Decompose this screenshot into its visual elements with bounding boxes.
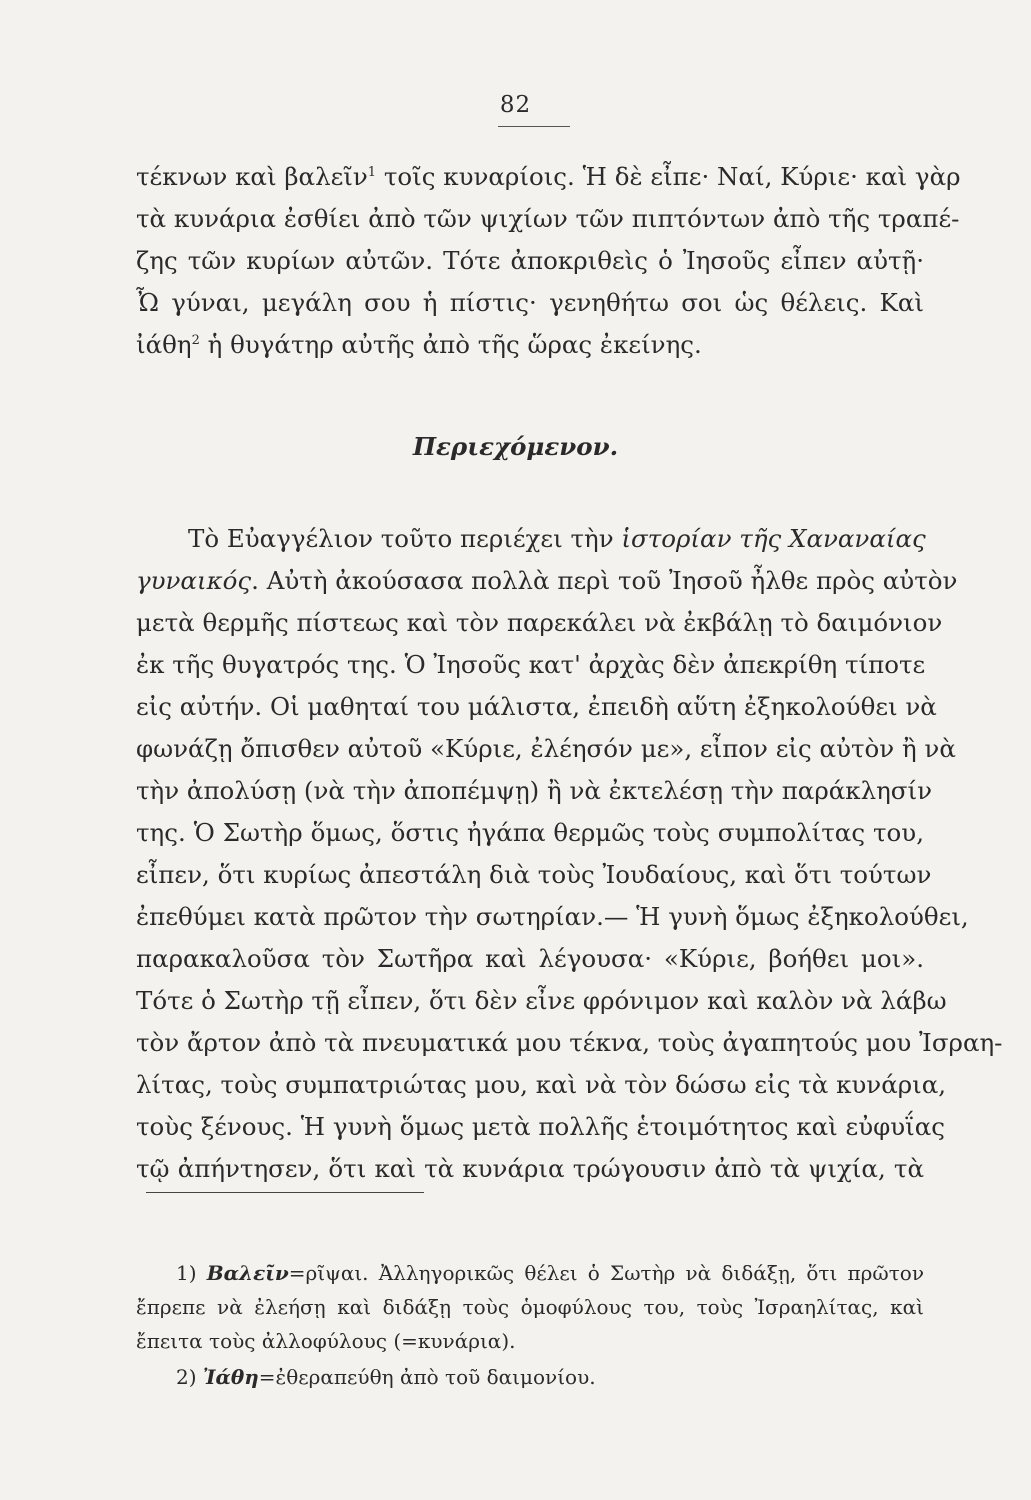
text-line: Τὸ Εὐαγγέλιον τοῦτο περιέχει τὴν ἱστορίαν τῆς Χαναναίας [188,524,926,553]
footnote-rule [146,1192,424,1193]
section-heading: Περιεχόμενον. [412,432,619,461]
text-line: Ὦ γύναι, μεγάλη σου ἡ πίστις· γενηθήτω σοι ὡς θέλεις. Καὶ [136,288,924,317]
text-line: εἰς αὐτήν. Οἱ μαθηταί του μάλιστα, ἐπειδὴ αὕτη ἐξηκολούθει νὰ [136,692,937,721]
page-number: 82 [499,92,532,118]
text-line: τέκνων καὶ βαλεῖν$^1$ τοῖς κυναρίοις. Ἡ δὲ εἶπε· Ναί, Κύριε· καὶ γὰρ [136,162,961,191]
text-line: ἐκ τῆς θυγατρός της. Ὁ Ἰησοῦς κατ' ἀρχὰς δὲν ἀπεκρίθη τίποτε [136,650,926,679]
text-line: τῷ ἀπήντησεν, ὅτι καὶ τὰ κυνάρια τρώγουσιν ἀπὸ τὰ ψιχία, τὰ [136,1154,924,1183]
text-line: τὴν ἀπολύσῃ (νὰ τὴν ἀποπέμψῃ) ἢ νὰ ἐκτελέσῃ τὴν παράκλησίν [136,776,933,805]
text-line: ζης τῶν κυρίων αὐτῶν. Τότε ἀποκριθεὶς ὁ Ἰησοῦς εἶπεν αὐτῇ· [136,246,924,275]
text-line: φωνάζῃ ὄπισθεν αὐτοῦ «Κύριε, ἐλέησόν με», εἶπον εἰς αὐτὸν ἢ νὰ [136,734,956,763]
text-line: ἐπεθύμει κατὰ πρῶτον τὴν σωτηρίαν.— Ἡ γυνὴ ὅμως ἐξηκολούθει, [136,902,969,931]
text-line: τὸν ἄρτον ἀπὸ τὰ πνευματικά μου τέκνα, τοὺς ἀγαπητούς μου Ἰσραη- [136,1028,1003,1057]
footnote-1-cont: ἔπρεπε νὰ ἐλεήσῃ καὶ διδάξῃ τοὺς ὁμοφύλους του, τοὺς Ἰσραηλίτας, καὶ [136,1295,924,1319]
text-line: παρακαλοῦσα τὸν Σωτῆρα καὶ λέγουσα· «Κύριε, βοήθει μοι». [136,944,924,973]
text-line: ἰάθη$^2$ ἡ θυγάτηρ αὐτῆς ἀπὸ τῆς ὥρας ἐκείνης. [136,330,702,359]
page-number-rule [498,126,570,127]
footnote-2: 2) Ἰάθη=ἐθεραπεύθη ἀπὸ τοῦ δαιμονίου. [176,1365,596,1389]
text-line: τὰ κυνάρια ἐσθίει ἀπὸ τῶν ψιχίων τῶν πιπτόντων ἀπὸ τῆς τραπέ- [136,204,960,233]
text-line: τοὺς ξένους. Ἡ γυνὴ ὅμως μετὰ πολλῆς ἑτοιμότητος καὶ εὐφυΐας [136,1112,946,1141]
text-line: μετὰ θερμῆς πίστεως καὶ τὸν παρεκάλει νὰ ἐκβάλῃ τὸ δαιμόνιον [136,608,943,637]
text-line: Τότε ὁ Σωτὴρ τῇ εἶπεν, ὅτι δὲν εἶνε φρόνιμον καὶ καλὸν νὰ λάβω [136,986,947,1015]
footnote-1-cont: ἔπειτα τοὺς ἀλλοφύλους (=κυνάρια). [136,1329,516,1353]
text-line: λίτας, τοὺς συμπατριώτας μου, καὶ νὰ τὸν δώσω εἰς τὰ κυνάρια, [136,1070,947,1099]
text-line: της. Ὁ Σωτὴρ ὅμως, ὅστις ἠγάπα θερμῶς τοὺς συμπολίτας του, [136,818,924,847]
text-line: εἶπεν, ὅτι κυρίως ἀπεστάλη διὰ τοὺς Ἰουδαίους, καὶ ὅτι τούτων [136,860,932,889]
footnote-1: 1) Βαλεῖν=ρῖψαι. Ἀλληγορικῶς θέλει ὁ Σωτὴρ νὰ διδάξῃ, ὅτι πρῶτον [176,1261,925,1285]
text-line: γυναικός. Αὐτὴ ἀκούσασα πολλὰ περὶ τοῦ Ἰησοῦ ἦλθε πρὸς αὐτὸν [136,566,958,595]
